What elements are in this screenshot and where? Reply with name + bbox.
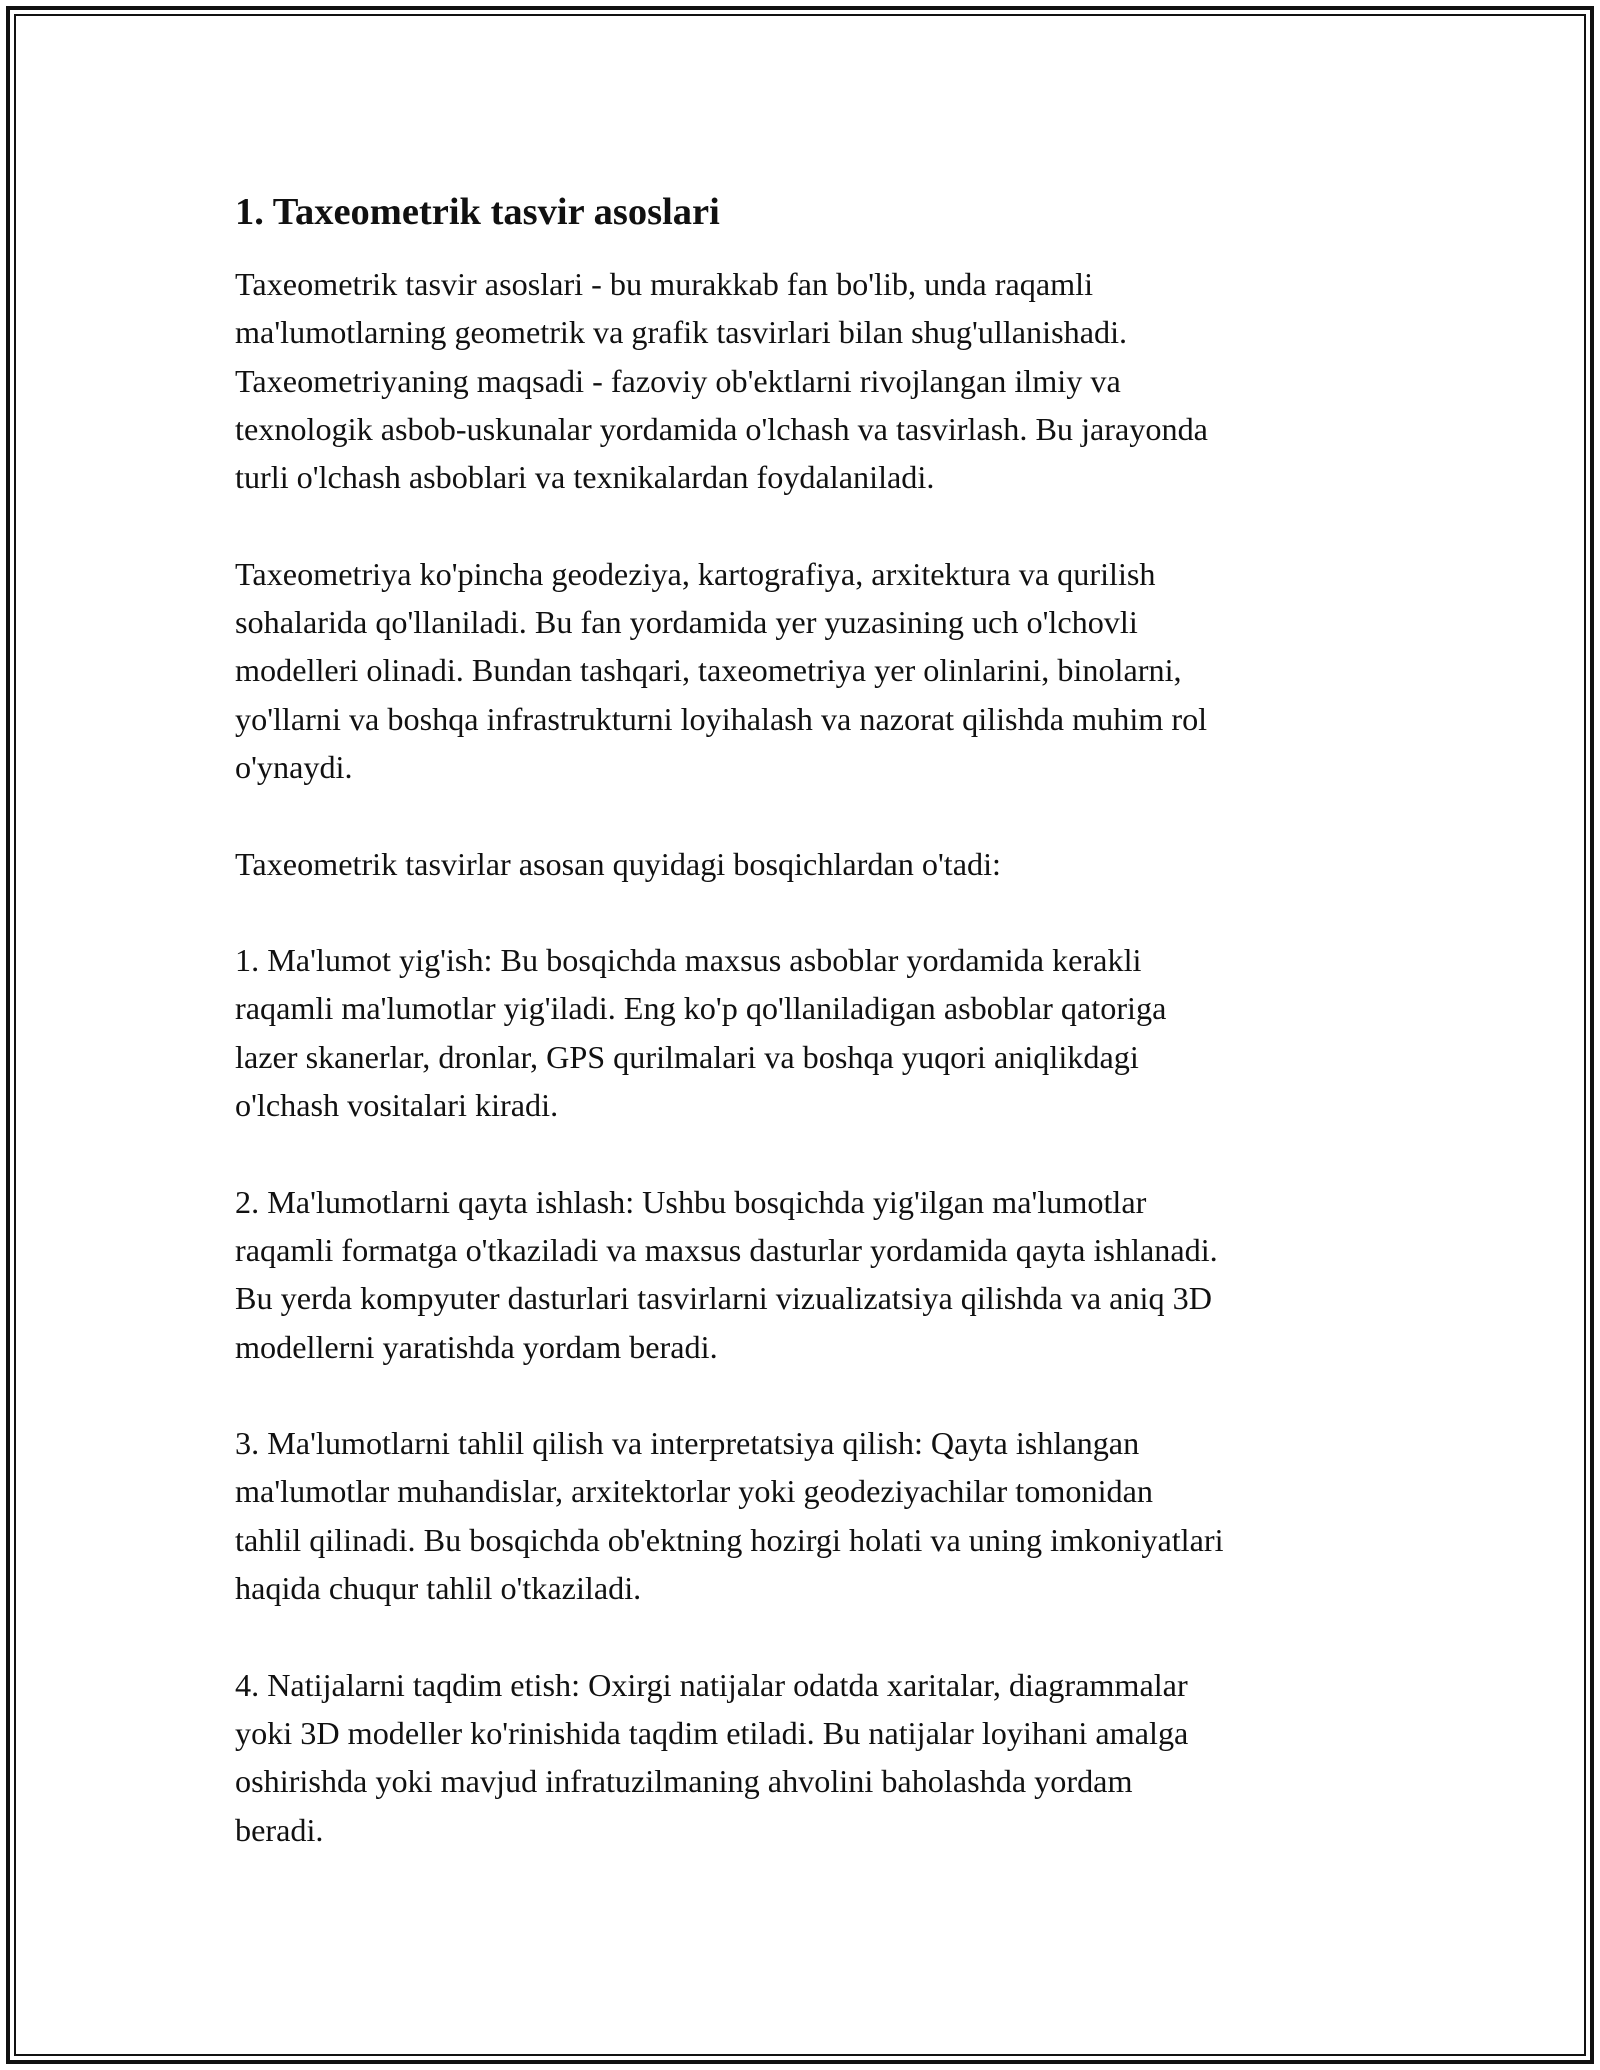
paragraph-stages-intro <box>235 840 1385 888</box>
paragraph-stage-4 <box>235 1661 1385 1854</box>
text-line: Taxeometriyaning maqsadi - fazoviy ob'ektlarni rivojlangan ilmiy va <box>235 362 1121 399</box>
text-line: oshirishda yoki mavjud infratuzilmaning ahvolini baholashda yordam <box>235 1763 1133 1800</box>
text-line: raqamli formatga o'tkaziladi va maxsus dasturlar yordamida qayta ishlanadi. <box>235 1231 1218 1268</box>
text-line: 4. Natijalarni taqdim etish: Oxirgi natijalar odatda xaritalar, diagrammalar <box>235 1666 1188 1703</box>
text-line: o'lchash vositalari kiradi. <box>235 1087 559 1124</box>
text-line: 2. Ma'lumotlarni qayta ishlash: Ushbu bosqichda yig'ilgan ma'lumotlar <box>235 1183 1147 1220</box>
text-line: modelleri olinadi. Bundan tashqari, taxeometriya yer olinlarini, binolarni, <box>235 652 1182 689</box>
text-line: lazer skanerlar, dronlar, GPS qurilmalari va boshqa yuqori aniqlikdagi <box>235 1038 1139 1075</box>
text-line: beradi. <box>235 1811 324 1848</box>
text-line: ma'lumotlar muhandislar, arxitektorlar yoki geodeziyachilar tomonidan <box>235 1473 1153 1510</box>
document-body <box>235 186 1385 1902</box>
text-line: texnologik asbob-uskunalar yordamida o'lchash va tasvirlash. Bu jarayonda <box>235 410 1208 447</box>
text-line: 3. Ma'lumotlarni tahlil qilish va interpretatsiya qilish: Qayta ishlangan <box>235 1425 1140 1462</box>
text-line: 1. Ma'lumot yig'ish: Bu bosqichda maxsus asboblar yordamida kerakli <box>235 942 1142 979</box>
paragraph-stage-3 <box>235 1419 1385 1612</box>
text-line: modellerni yaratishda yordam beradi. <box>235 1328 718 1365</box>
text-line: Taxeometriya ko'pincha geodeziya, kartografiya, arxitektura va qurilish <box>235 555 1156 592</box>
paragraph-stage-1 <box>235 936 1385 1129</box>
text-line: Bu yerda kompyuter dasturlari tasvirlarni vizualizatsiya qilishda va aniq 3D <box>235 1280 1212 1317</box>
text-line: raqamli ma'lumotlar yig'iladi. Eng ko'p qo'llaniladigan asboblar qatoriga <box>235 990 1167 1027</box>
text-line: o'ynaydi. <box>235 748 353 785</box>
paragraph-stage-2 <box>235 1178 1385 1371</box>
paragraph-applications <box>235 550 1385 791</box>
text-line: yoki 3D modeller ko'rinishida taqdim etiladi. Bu natijalar loyihani amalga <box>235 1714 1189 1751</box>
text-line: ma'lumotlarning geometrik va grafik tasvirlari bilan shug'ullanishadi. <box>235 314 1128 351</box>
page-title: 1. Taxeometrik tasvir asoslari <box>235 191 720 233</box>
text-line: Taxeometrik tasvir asoslari - bu murakkab fan bo'lib, unda raqamli <box>235 266 1094 302</box>
text-line: Taxeometrik tasvirlar asosan quyidagi bosqichlardan o'tadi: <box>235 845 1001 882</box>
text-line: tahlil qilinadi. Bu bosqichda ob'ektning hozirgi holati va uning imkoniyatlari <box>235 1521 1224 1558</box>
text-line: sohalarida qo'llaniladi. Bu fan yordamida yer yuzasining uch o'lchovli <box>235 604 1138 641</box>
text-line: haqida chuqur tahlil o'tkaziladi. <box>235 1570 642 1607</box>
paragraph-intro <box>235 260 1385 501</box>
text-line: yo'llarni va boshqa infrastrukturni loyihalash va nazorat qilishda muhim rol <box>235 700 1208 737</box>
text-line: turli o'lchash asboblari va texnikalardan foydalaniladi. <box>235 459 935 496</box>
